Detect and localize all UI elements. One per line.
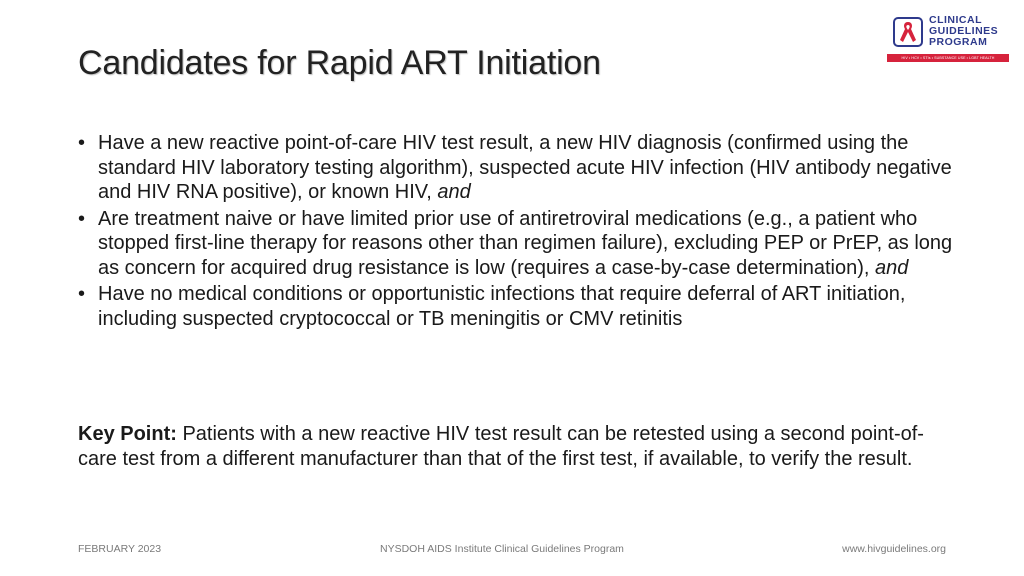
list-item bbox=[78, 282, 958, 331]
logo-line-1: CLINICAL bbox=[929, 14, 982, 26]
footer-date: FEBRUARY 2023 bbox=[78, 543, 162, 555]
bullet-marker: • bbox=[78, 132, 86, 154]
logo-line-3: PROGRAM bbox=[929, 36, 988, 48]
key-point-label: Key Point: bbox=[78, 423, 177, 445]
slide-title: Candidates for Rapid ART Initiation bbox=[78, 44, 601, 82]
key-point-paragraph bbox=[78, 422, 958, 471]
criteria-list bbox=[78, 131, 958, 333]
logo-wordmark bbox=[929, 15, 998, 48]
list-item-text: Have a new reactive point-of-care HIV test result, a new HIV diagnosis (confirmed using the standard HIV laboratory testing algorithm), suspected acute HIV infection (HIV antibody negative and HIV RNA positive), or known HIV, bbox=[98, 132, 952, 203]
bullet-marker: • bbox=[78, 283, 86, 305]
list-item bbox=[78, 207, 958, 281]
list-item-text: Are treatment naive or have limited prior use of antiretroviral medications (e.g., a patient who stopped first-line therapy for reasons other than regimen failure), excluding PEP or PrEP, as long as concern for acquired drug resistance is low (requires a case-by-case determination), bbox=[98, 207, 953, 279]
logo-tagline-band: HIV • HCV • STIs • SUBSTANCE USE • LGBT HEALTH bbox=[887, 54, 1009, 62]
list-item bbox=[78, 131, 958, 205]
list-item-conjunction: and bbox=[875, 256, 909, 279]
footer-url: www.hivguidelines.org bbox=[842, 543, 946, 555]
key-point-text: Patients with a new reactive HIV test result can be retested using a second point-of-care test from a different manufacturer than that of the first test, if available, to verify the result. bbox=[78, 423, 924, 470]
logo-emblem bbox=[893, 17, 923, 47]
logo-line-2: GUIDELINES bbox=[929, 25, 999, 37]
red-ribbon-icon bbox=[898, 20, 918, 44]
bullet-marker: • bbox=[78, 207, 86, 230]
clinical-guidelines-program-logo bbox=[887, 14, 1009, 66]
list-item-text: Have no medical conditions or opportunistic infections that require deferral of ART initiation, including suspected cryptococcal or TB meningitis or CMV retinitis bbox=[98, 283, 906, 330]
list-item-conjunction: and bbox=[437, 181, 471, 203]
footer-program: NYSDOH AIDS Institute Clinical Guidelines Program bbox=[380, 543, 624, 555]
